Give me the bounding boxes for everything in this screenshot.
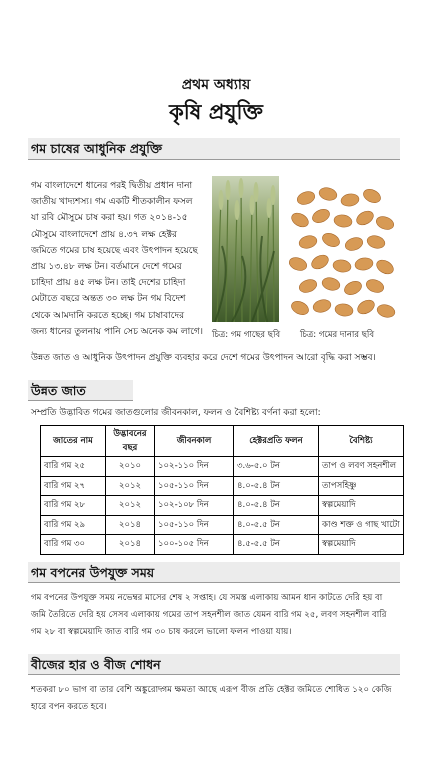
cell-name: বারি গম ২৯ (41, 515, 106, 535)
intro-paragraph (31, 178, 209, 340)
cell-lifespan: ১০০-১০৫ দিন (155, 535, 234, 555)
summary-line: উন্নত জাত ও আধুনিক উৎপাদন প্রযুক্তি ব্যবহার করে দেশে গমের উৎপাদন আরো বৃদ্ধি করা সম্ভব। (31, 353, 376, 363)
header-features: বৈশিষ্ট্য (319, 426, 404, 457)
cell-lifespan: ১০৫-১১০ দিন (155, 515, 234, 535)
section-heading-modern-tech: গম চাষের আধুনিক প্রযুক্তি (31, 141, 162, 156)
cell-year: ২০১০ (106, 457, 155, 477)
cell-feature: তাপ ও লবণ সহনশীল (319, 457, 404, 477)
paragraph-line: গম ২৮ বা স্বল্পমেয়াদি জাত বারি গম ৩০ চাষ করলে ভালো ফলন পাওয়া যায়। (31, 627, 292, 637)
paragraph-line: জমি তৈরিতে দেরি হয় সেসব এলাকায় গমের তাপ সহনশীল জাত যেমন বারি গম ২৫, লবণ সহনশীল বারি (31, 610, 387, 620)
header-release-year: উদ্ভাবনের বছর (106, 426, 155, 457)
cell-feature: স্বল্পমেয়াদি (319, 535, 404, 555)
paragraph-line: জমিতে গমের চাষ হয়েছে এবং উৎপাদন হয়েছে (31, 245, 198, 256)
varieties-table (40, 425, 404, 555)
cell-name: বারি গম ২৫ (41, 457, 106, 477)
section-heading-varieties: উন্নত জাত (31, 383, 86, 398)
paragraph-line: জন্য ধানের তুলনায় পানি সেচ অনেক কম লাগে। (31, 326, 203, 337)
section-heading-sowing-time: গম বপনের উপযুক্ত সময় (31, 565, 155, 580)
cell-feature: কাণ্ড শক্ত ও গাছ খাটো (319, 515, 404, 535)
paragraph-line: প্রায় ১৩.৪৮ লক্ষ টন। বর্তমানে দেশে গমের (31, 262, 182, 273)
paragraph-line: থেকে আমদানি করতে হচ্ছে। গম চাষাবাদের (31, 310, 185, 321)
page-title: কৃষি প্রযুক্তি (169, 100, 263, 124)
cell-yield: ৩.৬-৫.০ টন (234, 457, 319, 477)
header-yield: হেক্টরপ্রতি ফলন (234, 426, 319, 457)
cell-yield: ৪.০-৫.৪ টন (234, 476, 319, 496)
paragraph-line: মৌসুমে বাংলাদেশে প্রায় ৪.৩৭ লক্ষ হেক্টর (31, 229, 177, 240)
cell-year: ২০১২ (106, 496, 155, 516)
paragraph-line: গম বপনের উপযুক্ত সময় নভেম্বর মাসের শেষ ২ সপ্তাহ। যে সমস্ত এলাকায় আমন ধান কাটতে দেরি হয় বা (31, 593, 383, 603)
varieties-intro: সম্প্রতি উদ্ভাবিত গমের জাতগুলোর জীবনকাল, ফলন ও বৈশিষ্ট্য বর্ণনা করা হলো: (31, 408, 321, 418)
table-row (41, 496, 404, 516)
cell-lifespan: ১০৫-১১০ দিন (155, 476, 234, 496)
table-header-row (41, 426, 404, 457)
cell-year: ২০১২ (106, 476, 155, 496)
table-row (41, 476, 404, 496)
caption-grain: চিত্র: গমের দানার ছবি (300, 330, 375, 340)
cell-year: ২০১৪ (106, 515, 155, 535)
wheat-grain-image (286, 176, 396, 322)
header-lifespan: জীবনকাল (155, 426, 234, 457)
table-row (41, 457, 404, 477)
paragraph-line: চাহিদা প্রায় ৪৫ লক্ষ টন। তাই দেশের চাহিদা (31, 278, 186, 289)
cell-year: ২০১৪ (106, 535, 155, 555)
cell-lifespan: ১০২-১১০ দিন (155, 457, 234, 477)
sowing-paragraph (31, 590, 406, 641)
chapter-label: প্রথম অধ্যায় (181, 77, 251, 93)
cell-lifespan: ১০২-১০৮ দিন (155, 496, 234, 516)
caption-plant: চিত্র: গম গাছের ছবি (212, 330, 281, 340)
table-row (41, 535, 404, 555)
paragraph-line: শতকরা ৮০ ভাগ বা তার বেশি অঙ্কুরোদ্গম ক্ষমতা আছে এরূপ বীজ প্রতি হেক্টর জমিতে শোধিত ১২০ কেজি (31, 685, 392, 695)
cell-feature: স্বল্পমেয়াদি (319, 496, 404, 516)
paragraph-line: জাতীয় খাদ্যশস্য। গম একটি শীতকালীন ফসল (31, 197, 193, 208)
paragraph-line: মেটাতে বছরে অন্তত ৩০ লক্ষ টন গম বিদেশ (31, 294, 186, 305)
wheat-plant-image (212, 176, 279, 322)
cell-name: বারি গম ২৭ (41, 476, 106, 496)
cell-name: বারি গম ৩০ (41, 535, 106, 555)
cell-yield: ৪.৫-৫.৫ টন (234, 535, 319, 555)
header-variety-name: জাতের নাম (41, 426, 106, 457)
table-row (41, 515, 404, 535)
paragraph-line: গম বাংলাদেশে ধানের পরই দ্বিতীয় প্রধান দানা (31, 181, 193, 191)
cell-name: বারি গম ২৮ (41, 496, 106, 516)
section-heading-seed-rate: বীজের হার ও বীজ শোধন (31, 657, 161, 672)
cell-yield: ৪.০-৫.৪ টন (234, 496, 319, 516)
cell-yield: ৪.০-৫.৫ টন (234, 515, 319, 535)
paragraph-line: যা রবি মৌসুমে চাষ করা হয়। গত ২০১৪-১৫ (31, 213, 188, 224)
cell-feature: তাপসহিষ্ণু (319, 476, 404, 496)
paragraph-line: হারে বপন করতে হবে। (31, 702, 107, 712)
seed-paragraph (31, 682, 406, 716)
